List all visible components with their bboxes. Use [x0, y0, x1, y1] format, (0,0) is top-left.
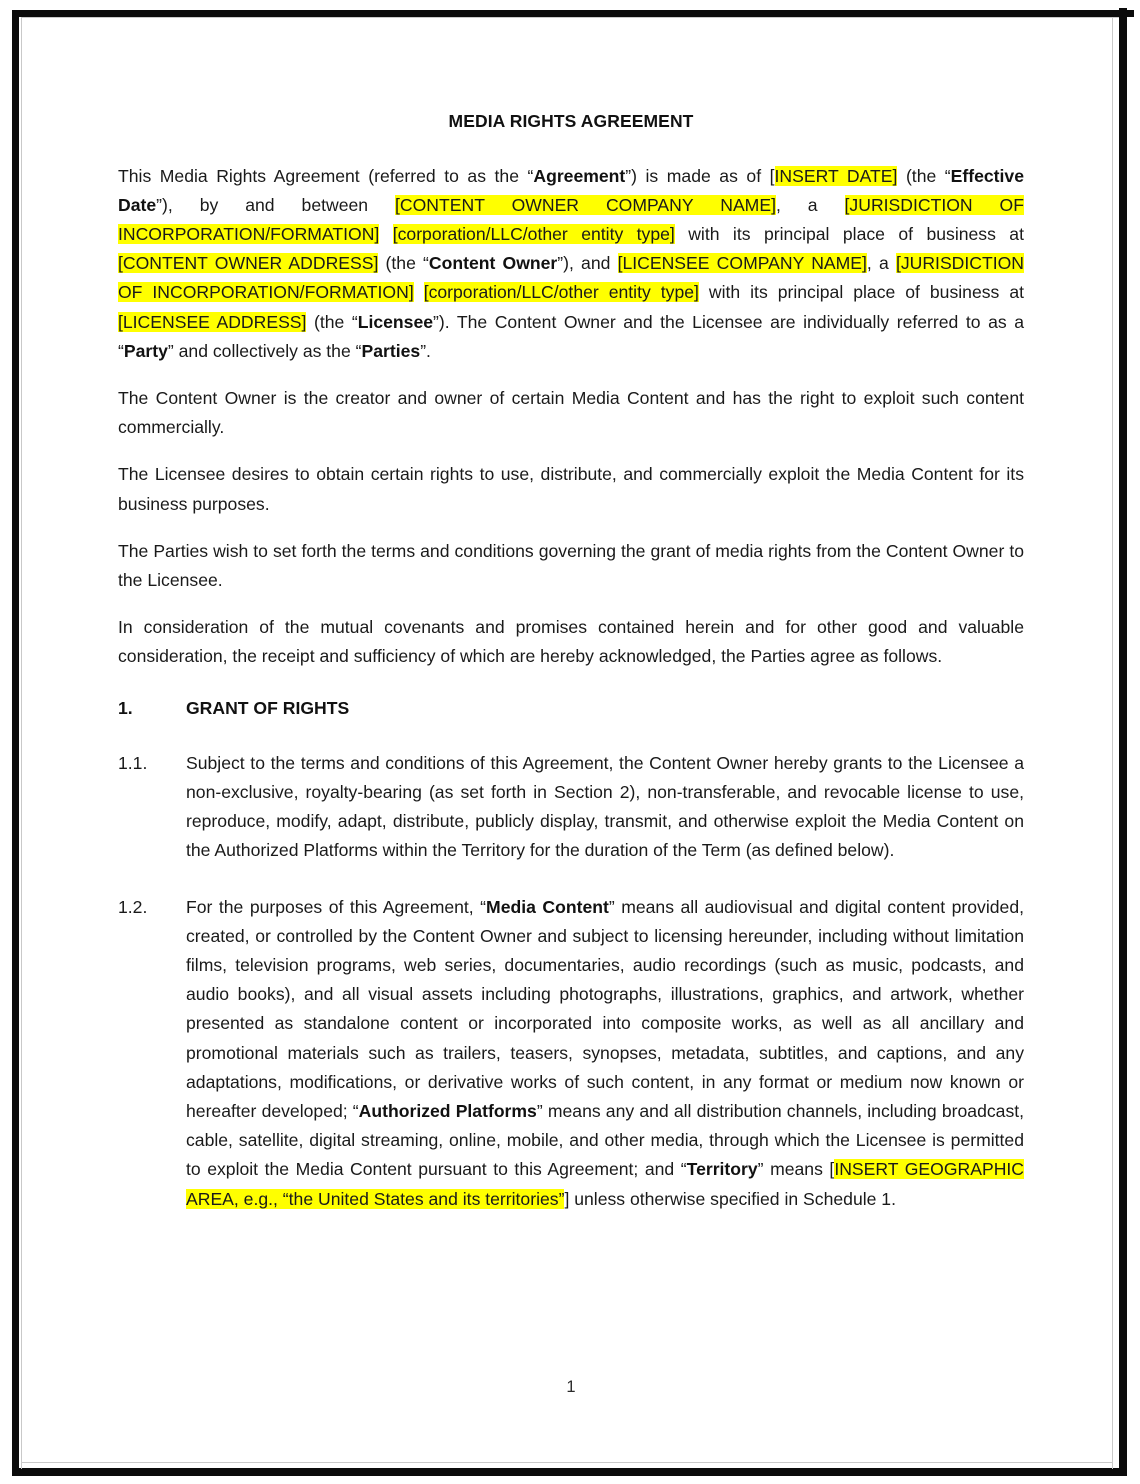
preamble-paragraph — [118, 162, 1024, 366]
defined-term-licensee: Licensee — [357, 311, 434, 332]
placeholder-geographic-area: INSERT GEOGRAPHIC AREA, e.g., “the United States and its territories” — [186, 1159, 1024, 1209]
clause-number-1-2: 1.2. — [118, 896, 148, 917]
defined-term-content-owner: Content Owner — [428, 253, 558, 274]
clause-1-2 — [118, 893, 1024, 1214]
preamble-text-4: ”), by and between — [156, 194, 396, 215]
clause-1-2-text-1: For the purposes of this Agreement, “ — [186, 896, 487, 917]
preamble-text-12: with its principal place of business at — [698, 282, 1024, 303]
clause-1-1 — [118, 749, 1024, 866]
preamble-text-16: ”. — [420, 340, 431, 361]
preamble-text-5: , a — [775, 194, 845, 215]
defined-term-effective-date: Effective Date — [118, 165, 1024, 215]
preamble-text-10: , a — [866, 253, 896, 274]
placeholder-licensee-address: [LICENSEE ADDRESS] — [118, 311, 307, 332]
defined-term-agreement: Agreement — [533, 165, 626, 186]
placeholder-licensee-entity-type: [corporation/LLC/other entity type] — [423, 282, 699, 303]
section-number-1: 1. — [118, 697, 133, 718]
placeholder-licensee-company-name: [LICENSEE COMPANY NAME] — [617, 253, 867, 274]
clause-text-1-2 — [186, 893, 1024, 1214]
defined-term-media-content: Media Content — [486, 896, 609, 917]
preamble-text-11 — [414, 282, 424, 302]
page-border-left — [12, 10, 19, 1476]
section-title-1: GRANT OF RIGHTS — [186, 697, 350, 718]
clause-1-2-text-5: ] unless otherwise specified in Schedule 1. — [564, 1188, 896, 1209]
preamble-text-3: (the “ — [897, 165, 951, 186]
defined-term-party: Party — [123, 340, 168, 361]
preamble-text-2: ”) is made as of [ — [625, 165, 775, 186]
placeholder-owner-entity-type: [corporation/LLC/other entity type] — [392, 223, 675, 244]
defined-term-authorized-platforms: Authorized Platforms — [358, 1100, 537, 1121]
placeholder-owner-jurisdiction: [JURISDICTION OF INCORPORATION/FORMATION] — [118, 194, 1024, 244]
placeholder-content-owner-company-name: [CONTENT OWNER COMPANY NAME] — [395, 194, 776, 215]
defined-term-parties: Parties — [361, 340, 421, 361]
preamble-text-7: with its principal place of business at — [674, 223, 1024, 244]
placeholder-licensee-jurisdiction: [JURISDICTION OF INCORPORATION/FORMATION] — [118, 253, 1024, 303]
preamble-text-9: ”), and — [557, 253, 618, 274]
defined-term-territory: Territory — [686, 1159, 758, 1180]
section-heading-1 — [118, 694, 1024, 723]
document-body — [118, 0, 1024, 1484]
clause-1-2-text-2: ” means all audiovisual and digital content provided, created, or controlled by the Content Owner and subject to licensing hereunder, including without limitation films, television programs, web series, documentaries, audio recordings (such as music, podcasts, and audio books), and all visual assets including photographs, illustrations, graphics, and artwork, whether presented as standalone content or incorporated into composite works, as well as all ancillary and promotional materials such as trailers, teasers, synopses, metadata, subtitles, and captions, and any adaptations, modifications, or derivative works of such content, in any format or medium now known or hereafter developed; “ — [186, 896, 1024, 1121]
page-border-right — [1119, 8, 1127, 1476]
preamble-text-15: ” and collectively as the “ — [167, 340, 362, 361]
preamble-text-6 — [379, 224, 392, 244]
clause-number-1-1: 1.1. — [118, 752, 148, 773]
recital-paragraph-3: The Parties wish to set forth the terms and conditions governing the grant of media rights from the Content Owner to the Licensee. — [118, 540, 1024, 590]
preamble-text-8: (the “ — [378, 253, 429, 274]
preamble-text-14: ”). The Content Owner and the Licensee are individually referred to as a “ — [118, 311, 1025, 361]
recital-paragraph-2: The Licensee desires to obtain certain rights to use, distribute, and commercially exploit the Media Content for its business purposes. — [118, 464, 1024, 514]
page-number-footer: 1 — [566, 1378, 576, 1396]
placeholder-insert-date: INSERT DATE] — [774, 165, 898, 186]
preamble-text-13: (the “ — [306, 311, 358, 332]
recital-paragraph-1: The Content Owner is the creator and owner of certain Media Content and has the right to exploit such content commercially. — [118, 387, 1024, 438]
recital-paragraph-4: In consideration of the mutual covenants and promises contained herein and for other good and valuable consideration, the receipt and sufficiency of which are hereby acknowledged, the Parties agree as follows. — [118, 617, 1024, 667]
page-inner-edge-left — [21, 17, 22, 1469]
clause-1-2-text-3: ” means any and all distribution channels, including broadcast, cable, satellite, digital streaming, online, mobile, and other media, through which the Licensee is permitted to exploit the Media Content pursuant to this Agreement; and “ — [186, 1100, 1025, 1180]
placeholder-content-owner-address: [CONTENT OWNER ADDRESS] — [118, 253, 379, 274]
clause-text-1-1: Subject to the terms and conditions of this Agreement, the Content Owner hereby grants to the Licensee a non-exclusive, royalty-bearing (as set forth in Section 2), non-transferable, and revocable license to use, reproduce, modify, adapt, distribute, publicly display, transmit, and otherwise exploit the Media Content on the Authorized Platforms within the Territory for the duration of the Term (as defined below). — [186, 752, 1024, 861]
document-title: MEDIA RIGHTS AGREEMENT — [448, 111, 694, 131]
page-inner-edge-right — [1112, 17, 1113, 1469]
preamble-text-1: This Media Rights Agreement (referred to as the “ — [118, 165, 534, 186]
clause-1-2-text-4: ” means [ — [757, 1159, 835, 1180]
